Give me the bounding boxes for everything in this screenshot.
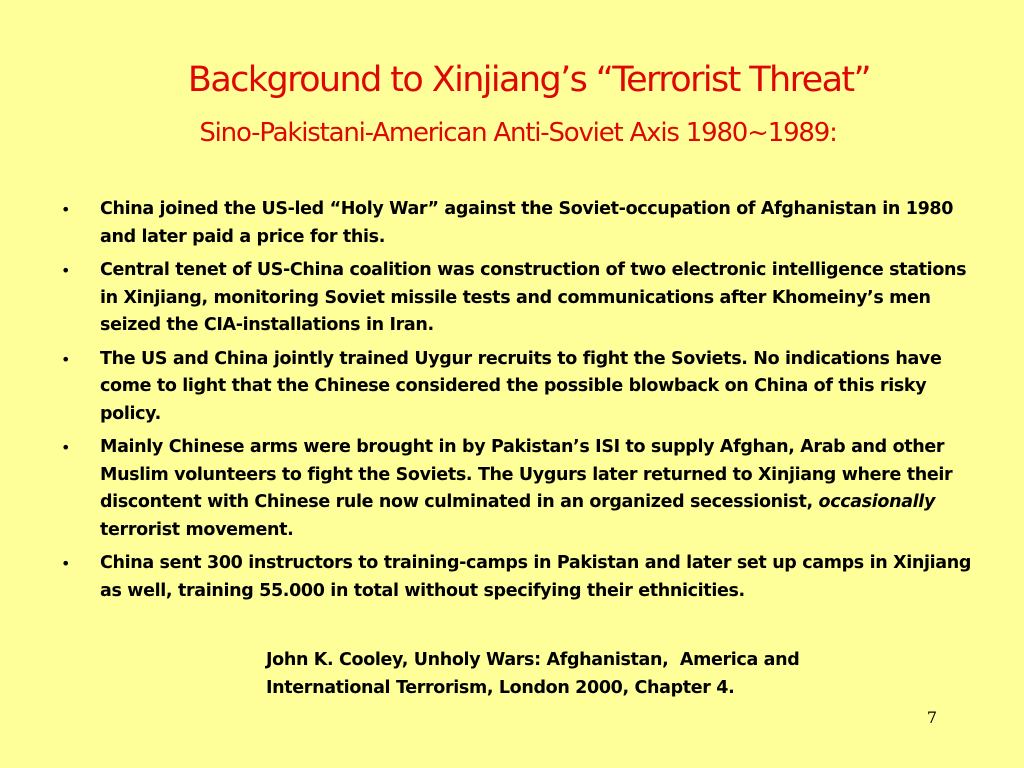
citation xyxy=(266,646,966,702)
bullet-icon: • xyxy=(61,438,71,457)
bullet-item xyxy=(60,257,980,340)
bullet-item xyxy=(60,434,980,544)
bullet-item xyxy=(60,550,980,605)
bullet-text: China sent 300 instructors to training-camps in Pakistan and later set up camps in Xinjiang as well, training 55.000 in total without specifying their ethnicities. xyxy=(100,553,972,601)
slide-subtitle: Sino-Pakistani-American Anti-Soviet Axis 1980~1989: xyxy=(199,118,837,148)
bullet-text-before: Mainly Chinese arms were brought in by Pakistan’s ISI to supply Afghan, Arab and other Muslim volunteers to fight the Soviets. The Uygurs later returned to Xinjiang where their discontent with Chinese rule now culminated in an organized secessionist, xyxy=(100,437,953,512)
bullet-text: The US and China jointly trained Uygur recruits to fight the Soviets. No indications have come to light that the Chinese considered the possible blowback on China of this risky policy. xyxy=(100,348,942,424)
citation-line: John K. Cooley, Unholy Wars: Afghanistan, America and xyxy=(266,650,800,670)
bullet-icon: • xyxy=(61,200,71,219)
bullet-text: Central tenet of US-China coalition was construction of two electronic intelligence stations in Xinjiang, monitoring Soviet missile tests and communications after Khomeiny’s men seized the CIA-installations in Iran. xyxy=(100,260,967,335)
bullet-item xyxy=(60,346,980,429)
bullet-item xyxy=(60,196,980,251)
slide-title: Background to Xinjiang’s “Terrorist Threat” xyxy=(187,60,871,100)
bullet-list xyxy=(60,196,980,611)
citation-line: International Terrorism, London 2000, Chapter 4. xyxy=(266,678,735,698)
bullet-icon: • xyxy=(61,261,71,280)
bullet-text: China joined the US-led “Holy War” against the Soviet-occupation of Afghanistan in 1980 and later paid a price for this. xyxy=(100,199,954,247)
bullet-text-italic: occasionally xyxy=(818,492,936,512)
bullet-icon: • xyxy=(61,554,71,573)
bullet-icon: • xyxy=(61,349,71,369)
bullet-text-after: terrorist movement. xyxy=(100,492,947,540)
page-number: 7 xyxy=(926,708,938,727)
